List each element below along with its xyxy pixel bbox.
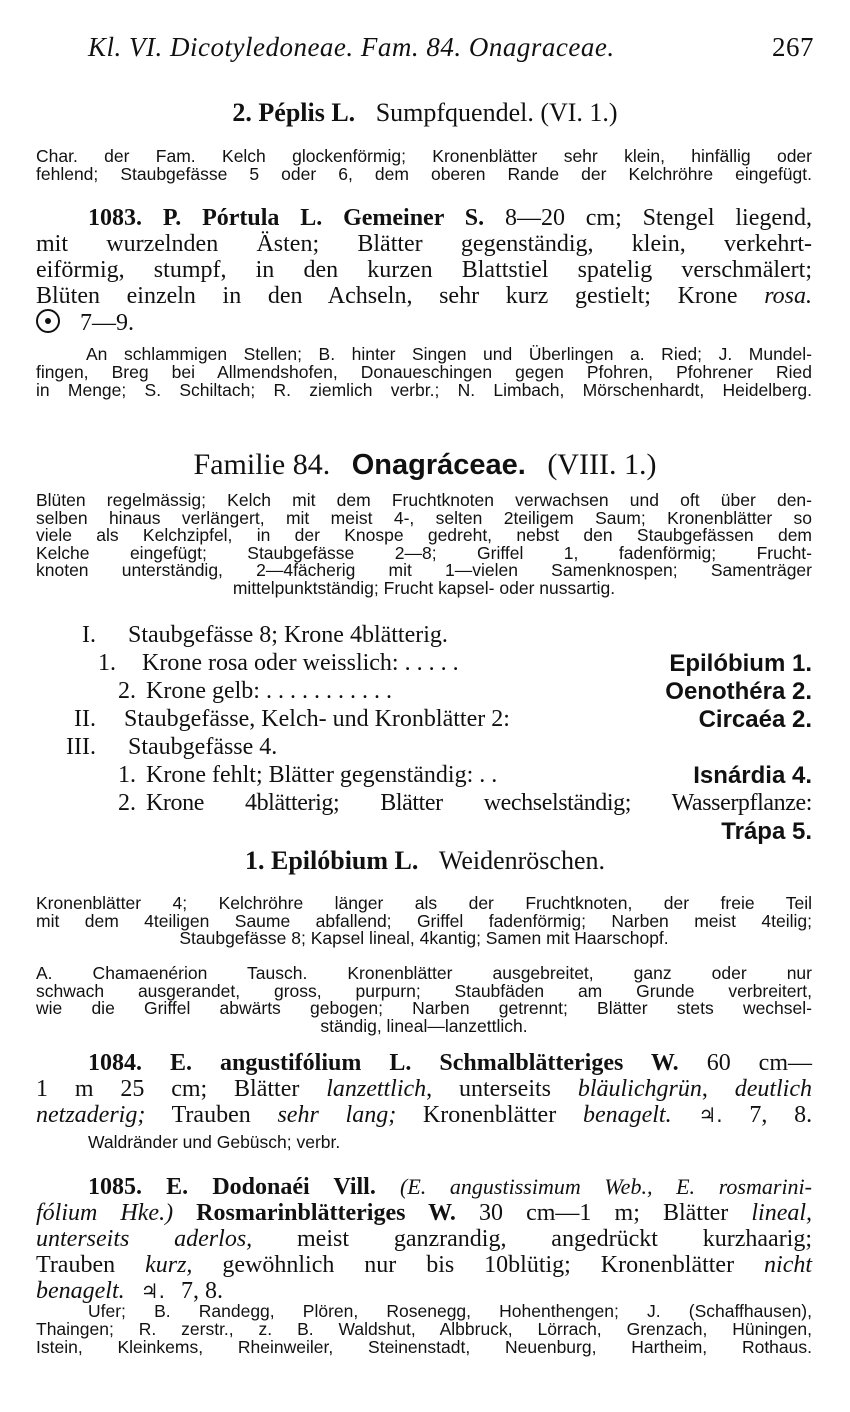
perennial-jupiter-icon: ♃. [140, 1279, 165, 1303]
genus-epilobium-description [36, 895, 812, 948]
species-1085-common: Rosmarinblätteriges W. [196, 1200, 456, 1226]
species-1084-line-2 [36, 1076, 812, 1102]
species-1084-text: Trauben [171, 1102, 251, 1128]
species-1085-italic: lineal, [751, 1200, 813, 1226]
family-prefix: Familie 84. [193, 448, 331, 481]
species-1084-common: Schmalblätteriges W. [439, 1050, 679, 1076]
species-1083-line-5 [36, 309, 812, 336]
species-1083 [36, 205, 812, 336]
species-1085-localities [36, 1302, 812, 1356]
species-1084-italic: sehr lang; [277, 1102, 397, 1128]
key-result: Trápa 5. [721, 818, 812, 845]
species-1084-italic: deutlich [734, 1076, 812, 1102]
species-1085-flowering: 7, 8. [180, 1278, 223, 1304]
perennial-jupiter-icon: ♃. [698, 1103, 723, 1127]
genus-peplis-description [36, 148, 812, 183]
key-num: 2. [118, 790, 136, 816]
key-result: Isnárdia 4. [693, 762, 812, 789]
key-row [36, 818, 812, 844]
genus-peplis-name: 2. Péplis L. [232, 98, 356, 127]
family-name: Onagráceae. [351, 449, 526, 481]
species-1084-text: , [701, 1076, 708, 1102]
species-1085-line-1 [36, 1174, 812, 1200]
page-number: 267 [772, 32, 814, 62]
species-1084-italic: netzaderig; [36, 1102, 146, 1128]
species-1085-line-3 [36, 1226, 812, 1252]
species-1085 [36, 1174, 812, 1304]
key-text: Staubgefässe 8; Krone 4blätterig. [128, 622, 448, 648]
key-text: Krone fehlt; Blätter gegenständig: . . [146, 762, 498, 788]
desc-line: selben hinaus verlängert, mit meist 4-, selten 2teiligem Saum; Kronenblätter so [36, 507, 812, 528]
key-result: Circaéa 2. [698, 706, 812, 733]
genus-peplis-heading [0, 98, 850, 128]
locality-line: Thaingen; R. zerstr., z. B. Waldshut, Albbruck, Lörrach, Grenzach, Hüningen, [36, 1319, 812, 1339]
key-row [36, 622, 812, 648]
species-1084-flowering: 7, 8. [749, 1102, 813, 1128]
key-text: Krone rosa oder weisslich: . . . . . [142, 650, 459, 676]
genus-peplis-common: Sumpfquendel. (VI. 1.) [375, 98, 618, 127]
key-row [36, 678, 812, 704]
species-1083-name: 1083. P. Pórtula L. [88, 205, 323, 231]
species-1085-line-2 [36, 1200, 812, 1226]
locality-line: Istein, Kleinkems, Rheinweiler, Steinenstadt, Neuenburg, Hartheim, Rothaus. [36, 1337, 812, 1357]
desc-line: Staubgefässe 8; Kapsel lineal, 4kantig; Samen mit Haarschopf. [179, 928, 669, 948]
species-1085-name: 1085. E. Dodonaéi Vill. [88, 1174, 376, 1200]
key-num: III. [66, 734, 96, 760]
key-result: Epilóbium 1. [669, 650, 812, 677]
species-1085-text: meist ganzrandig, angedrückt kurzhaarig; [297, 1226, 813, 1252]
genus-epilobium-name: 1. Epilóbium L. [244, 846, 419, 875]
genus-epilobium-common: Weidenröschen. [438, 846, 606, 875]
species-1083-text: 8—20 cm; Stengel liegend, [504, 205, 813, 231]
species-1083-text: Blüten einzeln in den Achseln, sehr kurz gestielt; Krone [36, 283, 738, 309]
species-1083-text: eiförmig, stumpf, in den kurzen Blattstiel spatelig verschmälert; [36, 257, 812, 283]
key-row [36, 790, 812, 816]
species-1085-text: gewöhnlich nur bis 10blütig; Kronenblätter [222, 1252, 735, 1278]
desc-line: mit dem 4teiligen Saume abfallend; Griffel fadenförmig; Narben meist 4teilig; [36, 910, 812, 931]
species-1084 [36, 1050, 812, 1128]
locality-line: Waldränder und Gebüsch; verbr. [88, 1132, 341, 1152]
species-1085-line-4 [36, 1252, 812, 1278]
desc-line: mittelpunktständig; Frucht kapsel- oder nussartig. [232, 577, 616, 598]
species-1083-line-1 [36, 205, 812, 231]
key-text: Staubgefässe, Kelch- und Kronblätter 2: [124, 706, 510, 732]
desc-line: Kelche eingefügt; Staubgefässe 2—8; Griffel 1, fadenförmig; Frucht- [36, 542, 812, 563]
desc-line: ständig, lineal—lanzettlich. [320, 1015, 528, 1036]
species-1084-text: , unterseits [426, 1076, 551, 1102]
desc-line: viele als Kelchzipfel, in der Knospe gedreht, nebst den Staubgefässen dem [36, 525, 812, 545]
key-num: 2. [118, 678, 136, 704]
species-1085-italic: kurz, [145, 1252, 193, 1278]
family-class: (VIII. 1.) [547, 448, 657, 481]
key-row [36, 706, 812, 732]
desc-line: fehlend; Staubgefässe 5 oder 6, dem oberen Rande der Kelchröhre eingefügt. [36, 163, 812, 184]
species-1084-name: 1084. E. angustifólium L. [88, 1050, 412, 1076]
family-description [36, 492, 812, 597]
species-1085-italic: nicht [764, 1252, 813, 1278]
species-1084-text: Kronenblätter [422, 1102, 557, 1128]
family-heading [0, 448, 850, 482]
species-1084-text: 1 m 25 cm; Blätter [36, 1076, 300, 1102]
species-1085-italic: benagelt. [36, 1278, 125, 1304]
desc-line: wie die Griffel abwärts gebogen; Narben getrennt; Blätter stets wechsel- [36, 998, 812, 1018]
desc-line: A. Chamaenérion Tausch. Kronenblätter ausgebreitet, ganz oder nur [36, 963, 812, 983]
desc-line: Char. der Fam. Kelch glockenförmig; Kronenblätter sehr klein, hinfällig oder [36, 146, 812, 166]
locality-line: in Menge; S. Schiltach; R. ziemlich verbr.; N. Limbach, Mörschenhardt, Heidelberg. [36, 380, 812, 400]
key-num: 1. [98, 650, 116, 676]
running-head [88, 32, 814, 63]
species-1083-rosa: rosa. [764, 283, 812, 309]
locality-line: Ufer; B. Randegg, Plören, Rosenegg, Hohenthengen; J. (Schaffhausen), [88, 1301, 812, 1321]
species-1083-common: Gemeiner S. [343, 205, 485, 231]
section-chamaenerion [36, 965, 812, 1035]
species-1085-text: 30 cm—1 m; Blätter [479, 1200, 729, 1226]
species-1084-text: 60 cm— [706, 1050, 812, 1076]
locality-line: An schlammigen Stellen; B. hinter Singen und Überlingen a. Ried; J. Mundel- [86, 344, 812, 364]
annual-circle-dot-icon [36, 309, 60, 333]
species-1085-italic: unterseits aderlos, [36, 1226, 253, 1252]
species-1085-italic: fólium Hke.) [36, 1200, 174, 1226]
species-1084-italic: bläulichgrün [577, 1076, 702, 1102]
genus-epilobium-heading [0, 846, 850, 876]
key-num: I. [82, 622, 96, 648]
locality-line: fingen, Breg bei Allmendshofen, Donaueschingen gegen Pfohren, Pfohrener Ried [36, 362, 812, 382]
desc-line: knoten unterständig, 2—4fächerig mit 1—vielen Samenknospen; Samenträger [36, 560, 812, 580]
key-row [36, 734, 812, 760]
species-1084-line-3 [36, 1102, 812, 1128]
key-text: Staubgefässe 4. [128, 734, 278, 760]
species-1084-line-1 [36, 1050, 812, 1076]
species-1083-line-4 [36, 283, 812, 309]
desc-line: schwach ausgerandet, gross, purpurn; Staubfäden am Grunde verbreitert, [36, 980, 812, 1001]
desc-line: Kronenblätter 4; Kelchröhre länger als der Fruchtknoten, der freie Teil [36, 893, 812, 913]
key-row [36, 762, 812, 788]
species-1084-italic: benagelt. [582, 1102, 672, 1128]
species-1085-text: Trauben [36, 1252, 116, 1278]
species-1083-text: mit wurzelnden Ästen; Blätter gegenständig, klein, verkehrt- [36, 231, 812, 257]
key-text: Krone gelb: . . . . . . . . . . . [146, 678, 392, 704]
species-1085-synonyms: (E. angustissimum Web., E. rosmarini- [400, 1174, 812, 1199]
desc-line: Blüten regelmässig; Kelch mit dem Fruchtknoten verwachsen und oft über den- [36, 490, 812, 510]
species-1083-localities [36, 345, 812, 399]
species-1084-italic: lanzettlich [326, 1076, 427, 1102]
key-result: Oenothéra 2. [665, 678, 812, 705]
species-1083-flowering: 7—9. [80, 310, 134, 336]
running-head-title: Kl. VI. Dicotyledoneae. Fam. 84. Onagraceae. [88, 32, 615, 62]
key-text: Krone 4blätterig; Blätter wechselständig; Wasserpflanze: [146, 790, 812, 816]
key-num: II. [74, 706, 96, 732]
key-num: 1. [118, 762, 136, 788]
key-row [36, 650, 812, 676]
species-1084-localities [36, 1133, 812, 1151]
